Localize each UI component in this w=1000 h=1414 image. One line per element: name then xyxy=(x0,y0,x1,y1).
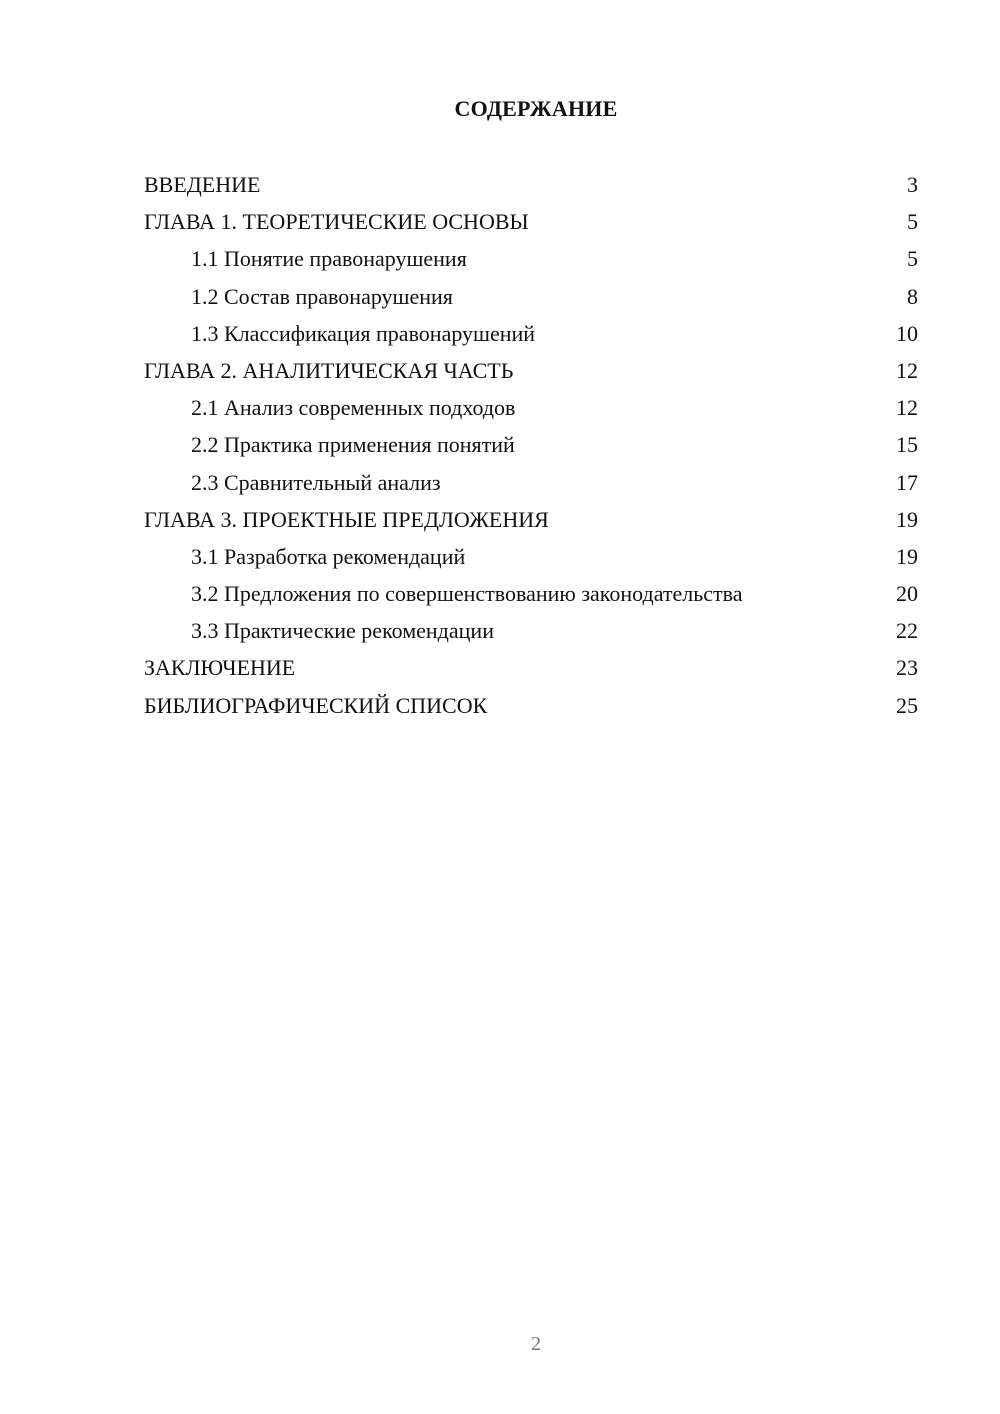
toc-entry-section-2-2[interactable] xyxy=(144,426,918,463)
toc-entry-label: 1.1 Понятие правонарушения xyxy=(191,246,467,272)
toc-entry-section-3-2[interactable] xyxy=(144,575,918,612)
toc-entry-label: БИБЛИОГРАФИЧЕСКИЙ СПИСОК xyxy=(144,692,488,718)
toc-entry-bibliography[interactable] xyxy=(144,687,918,724)
toc-entry-label: ВВЕДЕНИЕ xyxy=(144,172,261,197)
toc-entry-page: 19 xyxy=(896,543,918,569)
table-of-contents xyxy=(144,166,918,724)
toc-entry-page: 5 xyxy=(907,246,918,272)
toc-entry-label: 2.3 Сравнительный анализ xyxy=(191,469,441,495)
toc-entry-label: 1.3 Классификация правонарушений xyxy=(191,320,536,346)
toc-entry-label: 2.1 Анализ современных подходов xyxy=(191,395,516,421)
toc-entry-section-2-1[interactable] xyxy=(144,389,918,426)
toc-entry-page: 19 xyxy=(896,506,918,532)
toc-entry-page: 20 xyxy=(896,581,918,607)
page-number: 2 xyxy=(531,1333,541,1355)
toc-entry-page: 15 xyxy=(896,432,918,458)
toc-entry-conclusion[interactable] xyxy=(144,649,918,686)
toc-entry-page: 10 xyxy=(896,320,918,346)
toc-entry-page: 22 xyxy=(896,618,918,644)
toc-entry-section-1-1[interactable] xyxy=(144,240,918,277)
toc-entry-page: 8 xyxy=(907,283,918,309)
toc-entry-section-1-2[interactable] xyxy=(144,278,918,315)
toc-entry-chapter-1[interactable] xyxy=(144,203,918,240)
toc-entry-label: 3.3 Практические рекомендации xyxy=(191,618,494,644)
toc-entry-label: 3.1 Разработка рекомендаций xyxy=(191,543,466,569)
toc-entry-label: 1.2 Состав правонарушения xyxy=(191,283,453,309)
toc-entry-page: 3 xyxy=(907,172,918,197)
toc-entry-page: 17 xyxy=(896,469,918,495)
toc-entry-label: ГЛАВА 2. АНАЛИТИЧЕСКАЯ ЧАСТЬ xyxy=(144,357,514,383)
toc-entry-page: 25 xyxy=(896,692,918,718)
toc-entry-section-3-3[interactable] xyxy=(144,612,918,649)
toc-entry-page: 12 xyxy=(896,357,918,383)
toc-entry-label: ГЛАВА 3. ПРОЕКТНЫЕ ПРЕДЛОЖЕНИЯ xyxy=(144,506,549,532)
toc-entry-label: ГЛАВА 1. ТЕОРЕТИЧЕСКИЕ ОСНОВЫ xyxy=(144,209,529,235)
toc-entry-section-2-3[interactable] xyxy=(144,464,918,501)
toc-entry-section-1-3[interactable] xyxy=(144,315,918,352)
toc-entry-label: ЗАКЛЮЧЕНИЕ xyxy=(144,655,296,681)
toc-entry-chapter-2[interactable] xyxy=(144,352,918,389)
toc-entry-page: 5 xyxy=(907,209,918,235)
toc-entry-introduction[interactable] xyxy=(144,166,918,203)
page-title: СОДЕРЖАНИЕ xyxy=(454,96,618,121)
toc-entry-chapter-3[interactable] xyxy=(144,501,918,538)
toc-entry-page: 23 xyxy=(896,655,918,681)
toc-entry-section-3-1[interactable] xyxy=(144,538,918,575)
toc-entry-label: 3.2 Предложения по совершенствованию законодательства xyxy=(191,581,743,607)
toc-entry-label: 2.2 Практика применения понятий xyxy=(191,432,515,458)
toc-entry-page: 12 xyxy=(896,395,918,421)
